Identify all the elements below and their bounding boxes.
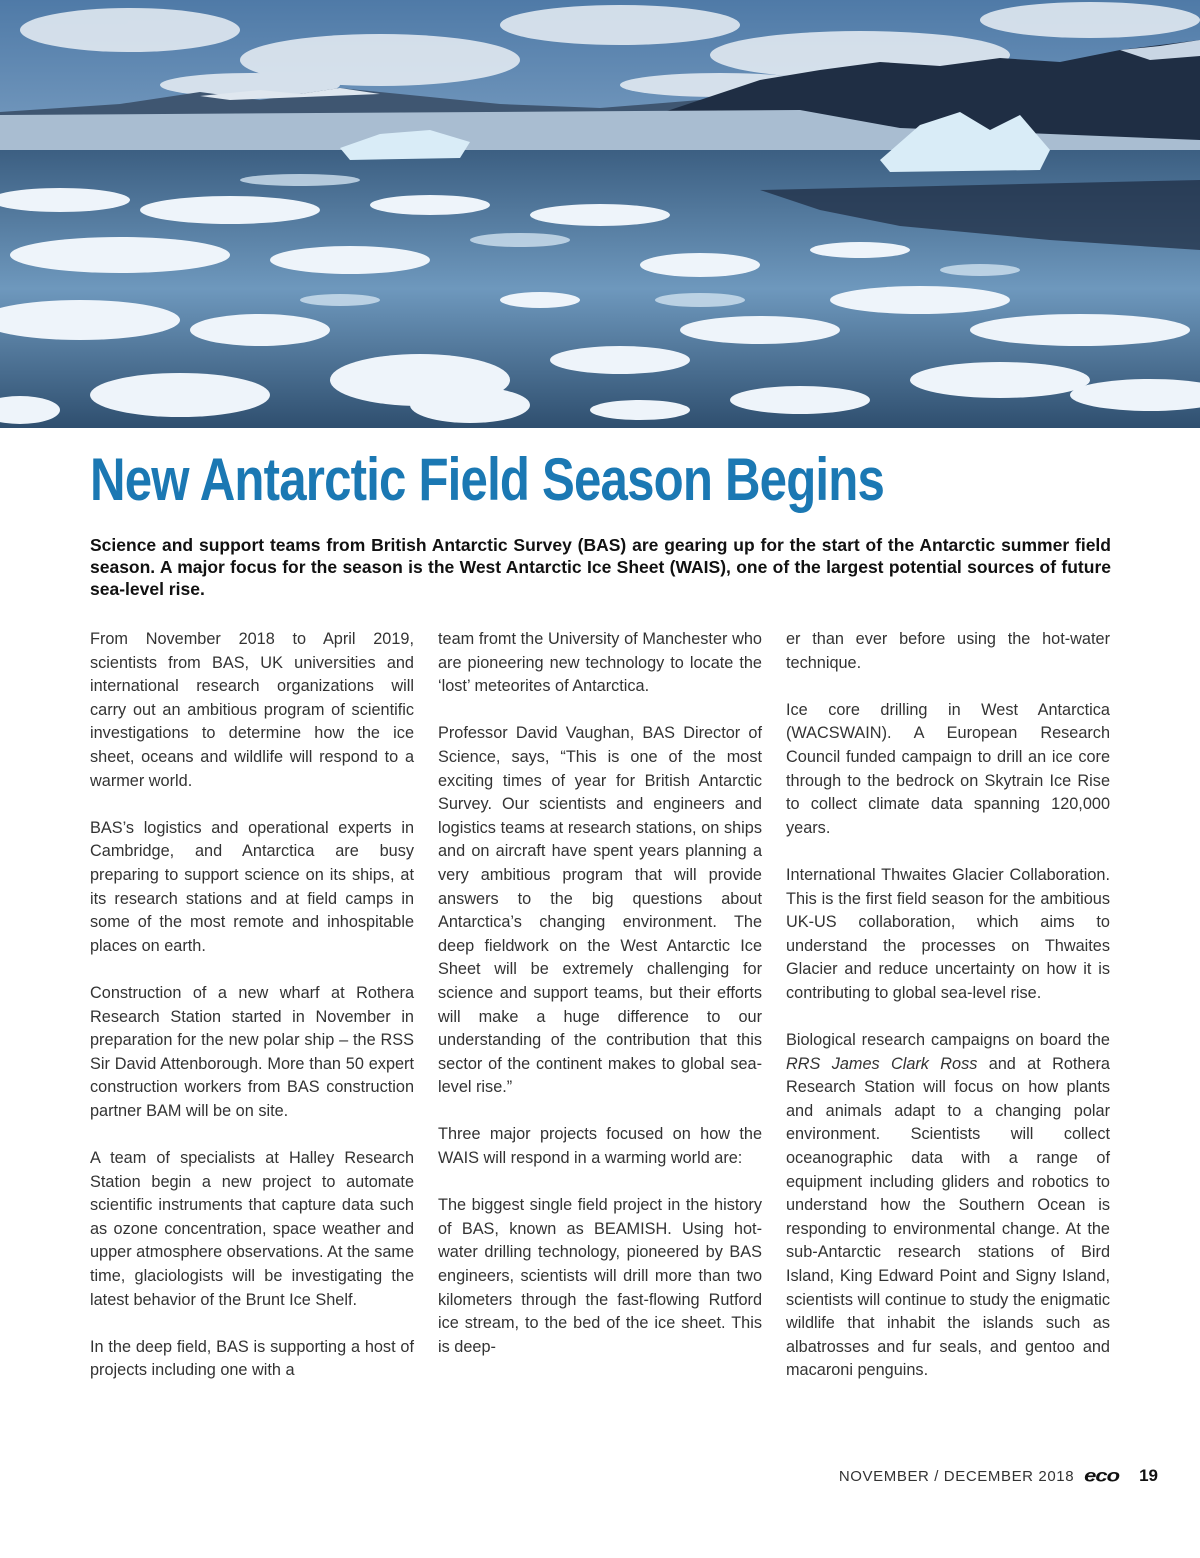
paragraph: In the deep field, BAS is supporting a host of projects including one with a	[90, 1337, 414, 1380]
paragraph-text: Biological research campaigns on board the	[786, 1031, 1110, 1050]
hero-photo	[0, 0, 1200, 428]
body-column-1	[90, 628, 414, 1407]
paragraph: Construction of a new wharf at Rothera Research Station started in November in preparation for the new polar ship – the RSS Sir David Attenborough. More than 50 expert construction workers from BAS construction partner BAM will be on site.	[90, 983, 414, 1120]
paragraph-text: and at Rothera Research Station will focus on how plants and animals adapt to a changing polar environment. Scientists will collect oceanographic data with a range of equipment including gliders and robotics to understand how the Southern Ocean is responding to environmental change. At the sub-Antarctic research stations of Bird Island, King Edward Point and Signy Island, scientists will continue to study the enigmatic wildlife that inhabit the islands such as albatrosses and fur seals, and gentoo and macaroni penguins.	[786, 1054, 1110, 1380]
paragraph: Three major projects focused on how the WAIS will respond in a warming world are:	[438, 1125, 762, 1168]
paragraph: team fromt the University of Manchester who are pioneering new technology to locate the ‘lost’ meteorites of Antarctica.	[438, 630, 762, 696]
article-body	[90, 628, 1111, 1380]
article-headline: New Antarctic Field Season Begins	[90, 446, 885, 513]
magazine-logo: eco	[1084, 1465, 1120, 1486]
page-footer	[839, 1464, 1158, 1488]
page-number: 19	[1139, 1466, 1158, 1485]
body-column-3	[786, 628, 1110, 1407]
ship-name: RRS James Clark Ross	[786, 1054, 978, 1073]
body-column-2	[438, 628, 762, 1383]
antarctic-ice-photo	[0, 0, 1200, 428]
paragraph: Professor David Vaughan, BAS Director of Science, says, “This is one of the most exciting times of year for British Antarctic Survey. Our scientists and engineers and logistics teams at research stations, on ships and on aircraft have spent years planning a very ambitious program that will provide answers to the big questions about Antarctica’s changing environment. The deep fieldwork on the West Antarctic Ice Sheet will be extremely challenging for science and support teams, but their efforts will make a huge difference to our understanding of the contribution that this sector of the continent makes to global sea-level rise.”	[438, 724, 762, 1097]
paragraph: BAS’s logistics and operational experts in Cambridge, and Antarctica are busy preparing to support science on its ships, at its research stations and at field camps in some of the most remote and inhospitable places on earth.	[90, 818, 414, 955]
paragraph: From November 2018 to April 2019, scientists from BAS, UK universities and international research organizations will carry out an ambitious program of scientific investigations to determine how the ice sheet, oceans and wildlife will respond to a warmer world.	[90, 630, 414, 790]
article-standfirst: Science and support teams from British Antarctic Survey (BAS) are gearing up for the start of the Antarctic summer field season. A major focus for the season is the West Antarctic Ice Sheet (WAIS), one of the largest potential sources of future sea-level rise.	[90, 535, 1111, 599]
paragraph: er than ever before using the hot-water technique.	[786, 630, 1110, 672]
paragraph: Ice core drilling in West Antarctica (WACSWAIN). A European Research Council funded campaign to drill an ice core through to the bedrock on Skytrain Ice Rise to collect climate data spanning 120,000 years.	[786, 700, 1110, 837]
paragraph: A team of specialists at Halley Research Station begin a new project to automate scientific instruments that capture data such as ozone concentration, space weather and upper atmosphere observations. At the same time, glaciologists will be investigating the latest behavior of the Brunt Ice Shelf.	[90, 1149, 415, 1309]
paragraph	[786, 1029, 1110, 1383]
issue-date: NOVEMBER / DECEMBER 2018	[838, 1467, 1075, 1485]
paragraph: The biggest single field project in the history of BAS, known as BEAMISH. Using hot-water drilling technology, pioneered by BAS engineers, scientists will drill more than two kilometers through the fast-flowing Rutford ice stream, to the bed of the ice sheet. This is deep-	[438, 1196, 762, 1356]
paragraph: International Thwaites Glacier Collaboration. This is the first field season for the ambitious UK-US collaboration, which aims to understand the processes on Thwaites Glacier and reduce uncertainty on how it is contributing to global sea-level rise.	[786, 865, 1110, 1002]
